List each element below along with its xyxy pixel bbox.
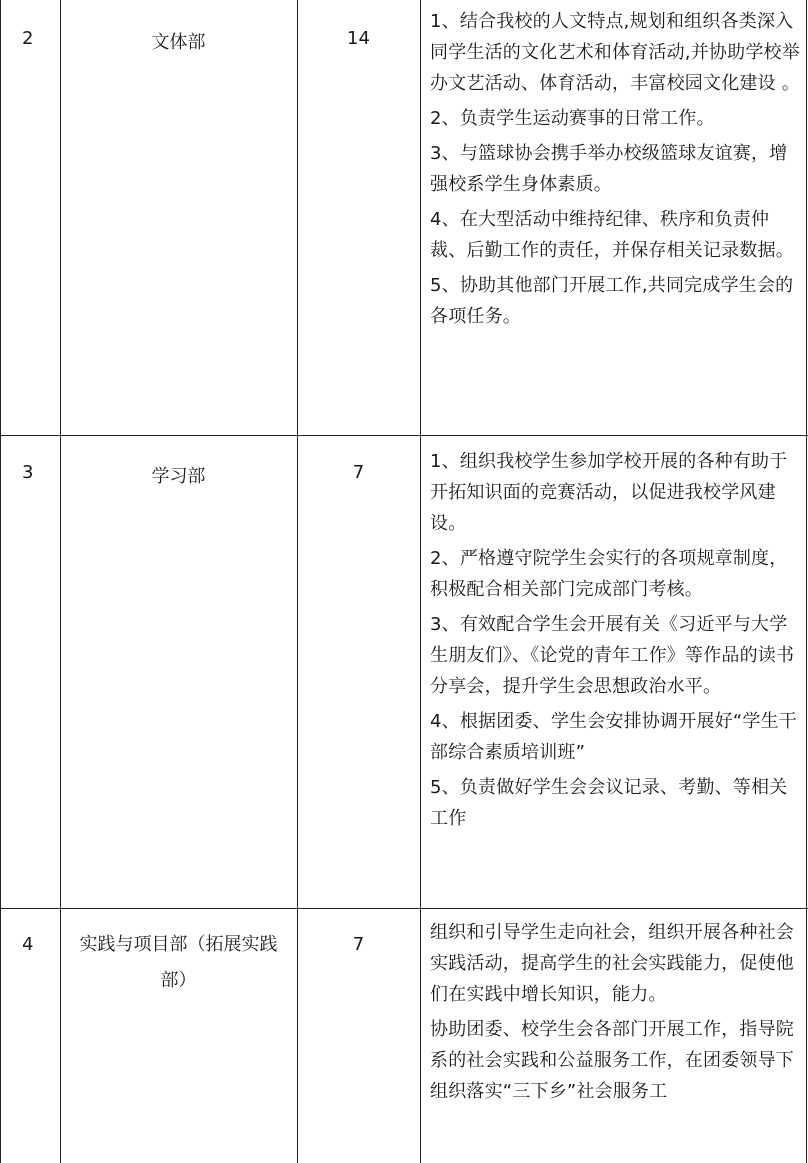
department-name-line: 实践与项目部（拓展实践 <box>79 934 278 955</box>
department-name <box>60 927 297 999</box>
table-column-divider <box>297 0 298 1163</box>
department-name-line: 部） <box>160 970 197 991</box>
row-index: 4 <box>22 934 34 955</box>
duty-item: 5、协助其他部门开展工作,共同完成学生会的各项任务。 <box>430 275 794 327</box>
duty-item: 3、有效配合学生会开展有关《习近平与大学生朋友们》、《论党的青年工作》等作品的读书分享会，提升学生会思想政治水平。 <box>430 614 795 697</box>
duty-item: 2、负责学生运动赛事的日常工作。 <box>430 108 715 129</box>
duty-item: 协助团委、校学生会各部门开展工作，指导院系的社会实践和公益服务工作，在团委领导下组织落实“三下乡”社会服务工 <box>430 1019 794 1102</box>
duty-item: 1、结合我校的人文特点,规划和组织各类深入同学生活的文化艺术和体育活动,并协助学校举办文艺活动、体育活动，丰富校园文化建设 。 <box>430 11 800 94</box>
member-count: 7 <box>352 934 365 955</box>
table-border-right <box>806 0 807 1163</box>
table-border-left <box>0 0 1 1163</box>
duty-item: 5、负责做好学生会会议记录、考勤、等相关工作 <box>430 777 788 829</box>
duty-item: 1、组织我校学生参加学校开展的各种有助于开拓知识面的竞赛活动，以促进我校学风建设。 <box>430 451 788 534</box>
duty-item: 4、根据团委、学生会安排协调开展好“学生干部综合素质培训班” <box>430 711 797 763</box>
duty-item: 组织和引导学生走向社会，组织开展各种社会实践活动，提高学生的社会实践能力，促使他们在实践中增长知识，能力。 <box>430 922 794 1005</box>
duty-item: 3、与篮球协会携手举办校级篮球友谊赛，增强校系学生身体素质。 <box>430 143 788 195</box>
duty-item: 4、在大型活动中维持纪律、秩序和负责仲裁、后勤工作的责任，并保存相关记录数据。 <box>430 209 794 261</box>
member-count: 14 <box>347 28 370 49</box>
row-index: 3 <box>22 462 34 483</box>
row-index: 2 <box>22 28 34 49</box>
department-name: 学习部 <box>151 466 206 487</box>
duty-item: 2、严格遵守院学生会实行的各项规章制度，积极配合相关部门完成部门考核。 <box>430 548 788 600</box>
member-count: 7 <box>352 462 365 483</box>
table-row-divider <box>0 435 808 436</box>
duties-cell <box>430 6 800 336</box>
table-row-divider <box>0 908 808 909</box>
duties-cell <box>430 917 800 1163</box>
department-name: 文体部 <box>151 32 206 53</box>
table-column-divider <box>420 0 421 1163</box>
duties-cell <box>430 446 800 838</box>
